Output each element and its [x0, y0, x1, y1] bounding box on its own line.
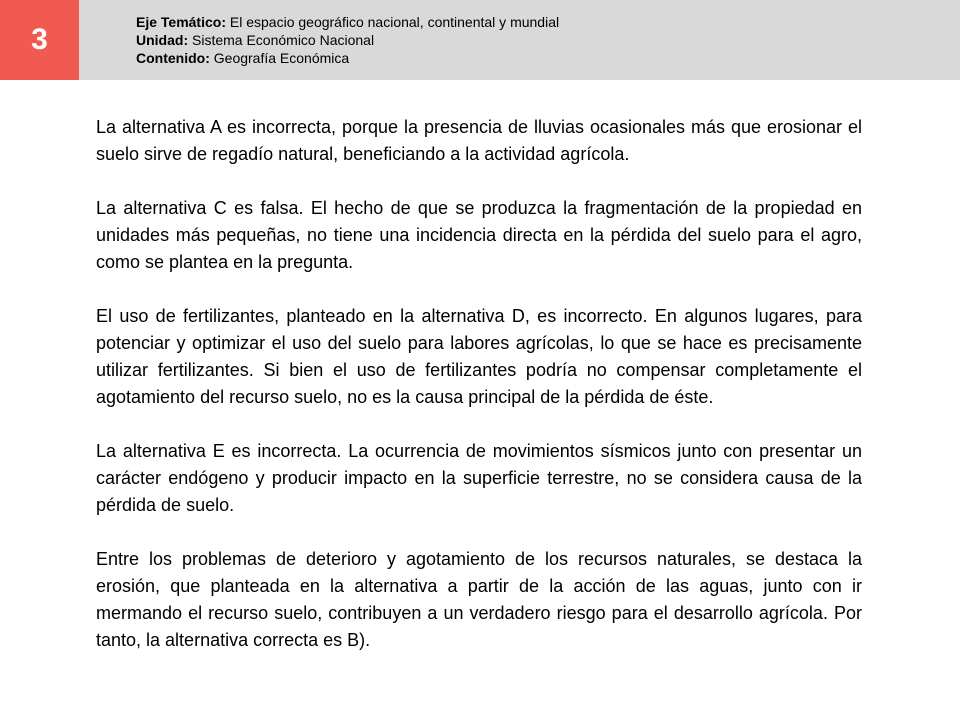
eje-tematico-label: Eje Temático:: [136, 14, 226, 30]
slide-number: 3: [0, 0, 79, 80]
unidad-value: Sistema Económico Nacional: [192, 32, 375, 48]
unidad-label: Unidad:: [136, 32, 189, 48]
header-info: [136, 13, 559, 67]
contenido-label: Contenido:: [136, 50, 210, 66]
eje-tematico-value: El espacio geográfico nacional, continental y mundial: [229, 14, 560, 30]
unidad-line: [136, 31, 559, 49]
contenido-line: [136, 49, 559, 67]
paragraph-alternativa-e: La alternativa E es incorrecta. La ocurrencia de movimientos sísmicos junto con presentar un carácter endógeno y producir impacto en la superficie terrestre, no se considera causa de la pérdida de suelo.: [96, 441, 862, 515]
paragraph-conclusion: Entre los problemas de deterioro y agotamiento de los recursos naturales, se destaca la erosión, que planteada en la alternativa a partir de la acción de las aguas, junto con ir mermando el recurso suelo, contribuyen a un verdadero riesgo para el desarrollo agrícola. Por tanto, la alternativa correcta es B).: [96, 549, 862, 650]
eje-tematico-line: [136, 13, 559, 31]
paragraph-alternativa-c: La alternativa C es falsa. El hecho de que se produzca la fragmentación de la propiedad en unidades más pequeñas, no tiene una incidencia directa en la pérdida del suelo para el agro, como se plantea en la pregunta.: [96, 198, 862, 272]
paragraph-alternativa-d: El uso de fertilizantes, planteado en la alternativa D, es incorrecto. En algunos lugares, para potenciar y optimizar el uso del suelo para labores agrícolas, lo que se hace es precisamente utilizar fertilizantes. Si bien el uso de fertilizantes podría no compensar completamente el agotamiento del recurso suelo, no es la causa principal de la pérdida de éste.: [96, 306, 862, 407]
answer-explanation: [96, 114, 862, 654]
contenido-value: Geografía Económica: [213, 50, 350, 66]
paragraph-alternativa-a: La alternativa A es incorrecta, porque la presencia de lluvias ocasionales más que erosionar el suelo sirve de regadío natural, beneficiando a la actividad agrícola.: [96, 117, 862, 164]
